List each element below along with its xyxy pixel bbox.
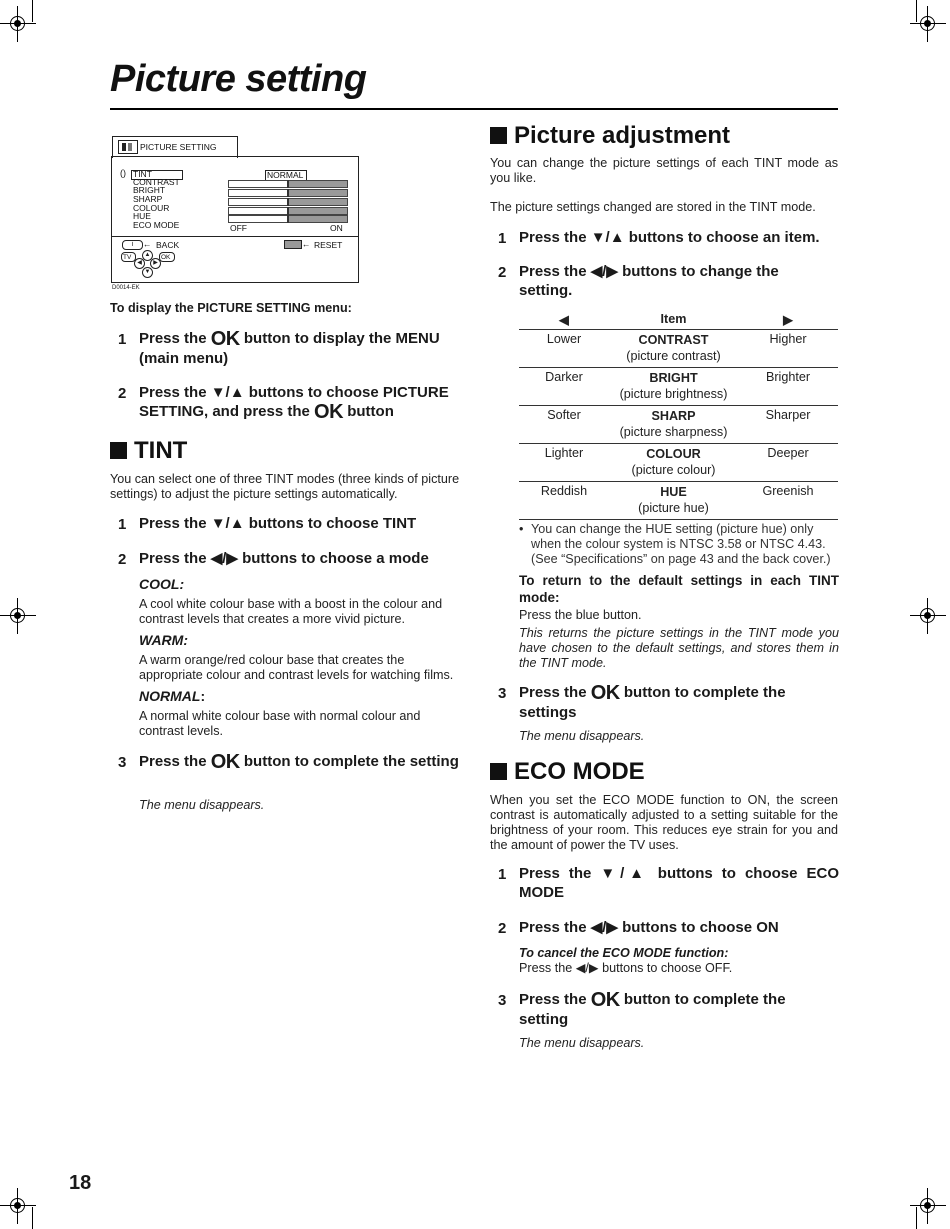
eco-step-2: Press the ◀/▶ buttons to choose ON: [519, 919, 779, 936]
adjust-step-1-number: 1: [498, 230, 507, 247]
table-row: Lower CONTRAST (picture contrast) Higher: [519, 330, 838, 368]
trim-line-top-left: [32, 0, 33, 22]
adjust-intro-2: The picture settings changed are stored in the TINT mode.: [490, 200, 816, 214]
trim-line-top-right: [916, 0, 917, 22]
adjust-intro-1: You can change the picture settings of each TINT mode as you like.: [490, 156, 838, 185]
display-step-2-number: 2: [118, 385, 127, 402]
display-step-1-number: 1: [118, 331, 127, 348]
colour-bar: [228, 207, 348, 215]
contrast-bar: [228, 180, 348, 188]
display-step-1: Press the OK button to display the MENU (main menu): [139, 328, 440, 367]
back-label: BACK: [156, 240, 180, 250]
tv-label: TV: [123, 254, 132, 261]
menu-tab-label: PICTURE SETTING: [140, 142, 217, 152]
table-row: Darker BRIGHT (picture brightness) Brighter: [519, 368, 838, 406]
dpad-icon: ▲ ▼ ◀ ▶: [134, 250, 160, 276]
sharp-bar: [228, 198, 348, 206]
square-bullet-icon: [490, 763, 507, 780]
picture-adjustment-heading: Picture adjustment: [490, 122, 730, 150]
tint-step-3: Press the OK button to complete the setting: [139, 751, 459, 773]
right-arrow-icon: ▶: [738, 309, 838, 330]
adjust-step-3: Press the OK button to complete the settings: [519, 682, 786, 721]
tint-step-3-note: The menu disappears.: [139, 798, 265, 812]
display-menu-heading: To display the PICTURE SETTING menu:: [110, 301, 352, 315]
divider: [112, 236, 358, 237]
table-row: Lighter COLOUR (picture colour) Deeper: [519, 444, 838, 482]
scale-on: ON: [330, 223, 343, 233]
eco-step-1: Press the ▼/▲ buttons to choose ECO MODE: [519, 865, 839, 901]
mode-cool-desc: A cool white colour base with a boost in the colour and contrast levels that creates a more vivid picture.: [139, 597, 443, 626]
item-header: Item: [609, 309, 738, 330]
menu-box: [111, 156, 359, 283]
default-settings-note: This returns the picture settings in the TINT mode you have chosen to the default settings, and stores them in the TINT mode.: [519, 626, 839, 670]
mode-normal-desc: A normal white colour base with normal colour and contrast levels.: [139, 709, 421, 738]
ok-glyph: OK: [210, 751, 240, 773]
adjustment-table: [519, 309, 838, 520]
adjust-step-1: Press the ▼/▲ buttons to choose an item.: [519, 229, 820, 246]
info-button-icon: i: [122, 240, 143, 250]
ok-glyph: OK: [210, 328, 240, 350]
figure-code: D0014-EK: [112, 285, 140, 291]
adjust-step-2: Press the ◀/▶ buttons to change the setting.: [519, 263, 779, 299]
bright-bar: [228, 189, 348, 197]
crop-mark-mid-right: [910, 598, 946, 634]
menu-item-eco-mode: ECO MODE: [133, 220, 180, 230]
menu-item-contrast: CONTRAST: [133, 177, 180, 187]
mode-warm-title: WARM:: [139, 632, 188, 648]
menu-item-tint: TINT: [133, 169, 152, 179]
table-row: Softer SHARP (picture sharpness) Sharper: [519, 406, 838, 444]
tint-step-2: Press the ◀/▶ buttons to choose a mode: [139, 550, 429, 567]
tint-step-1-number: 1: [118, 516, 127, 533]
reset-label: RESET: [314, 240, 343, 250]
mode-cool-title: COOL:: [139, 576, 185, 592]
mode-normal-title: NORMAL:: [139, 688, 206, 704]
trim-line-bottom-right: [916, 1207, 917, 1229]
menu-item-bright: BRIGHT: [133, 185, 166, 195]
table-header-row: [519, 309, 838, 330]
blue-button-icon: [284, 240, 302, 249]
eco-step-2-number: 2: [498, 920, 507, 937]
default-settings-heading: To return to the default settings in each TINT mode:: [519, 573, 839, 605]
eco-step-1-number: 1: [498, 866, 507, 883]
crop-mark-mid-left: [0, 598, 36, 634]
page-title: Picture setting: [110, 58, 367, 100]
trim-line-bottom-left: [32, 1207, 33, 1229]
title-rule: [110, 108, 838, 110]
eco-mode-heading: ECO MODE: [490, 758, 645, 786]
ok-glyph: OK: [314, 401, 344, 423]
tint-intro: You can select one of three TINT modes (three kinds of picture settings) to adjust the picture settings automatically.: [110, 472, 460, 501]
reset-arrow-icon: ←: [302, 239, 311, 249]
scale-off: OFF: [230, 223, 247, 233]
tint-step-2-number: 2: [118, 551, 127, 568]
menu-tab: [112, 136, 238, 158]
picture-setting-menu-figure: [111, 136, 359, 284]
crop-mark-bottom-left: [0, 1188, 36, 1224]
page-number: 18: [69, 1172, 92, 1194]
menu-item-hue: HUE: [133, 211, 151, 221]
tv-screen-icon: [118, 140, 138, 154]
adjust-step-3-note: The menu disappears.: [519, 729, 645, 743]
square-bullet-icon: [110, 442, 127, 459]
adjust-step-2-number: 2: [498, 264, 507, 281]
eco-step-3-note: The menu disappears.: [519, 1036, 645, 1050]
back-arrow-icon: ←: [143, 239, 152, 249]
eco-step-3: Press the OK button to complete the setting: [519, 989, 786, 1028]
ok-glyph: OK: [590, 989, 620, 1011]
hue-bullet-dot: •: [519, 522, 524, 536]
eco-cancel-heading: To cancel the ECO MODE function:: [519, 946, 729, 960]
eco-step-3-number: 3: [498, 992, 507, 1009]
mode-warm-desc: A warm orange/red colour base that creates the appropriate colour and contrast levels for watching films.: [139, 653, 454, 682]
tint-heading: TINT: [110, 437, 187, 465]
ok-glyph: OK: [590, 682, 620, 704]
cursor-icon: (): [120, 168, 126, 178]
menu-item-sharp: SHARP: [133, 194, 163, 204]
eco-intro: When you set the ECO MODE function to ON, the screen contrast is automatically adjusted to a setting suitable for the brightness of your room. This reduces eye strain for you and the amount of power the TV uses.: [490, 793, 838, 852]
tint-value: NORMAL: [267, 170, 304, 180]
crop-mark-top-left: [0, 6, 36, 42]
default-settings-text: Press the blue button.: [519, 608, 642, 622]
tint-step-3-number: 3: [118, 754, 127, 771]
hue-note: You can change the HUE setting (picture hue) only when the colour system is NTSC 3.58 or NTSC 4.43. (See “Specifications” on page 43 and the back cover.): [531, 522, 831, 566]
display-step-2: Press the ▼/▲ buttons to choose PICTURE SETTING, and press the OK button: [139, 384, 449, 423]
menu-item-colour: COLOUR: [133, 203, 170, 213]
eco-cancel-text: Press the ◀/▶ buttons to choose OFF.: [519, 961, 733, 975]
hue-bar: [228, 215, 348, 223]
left-arrow-icon: ◀: [519, 309, 609, 330]
adjust-step-3-number: 3: [498, 685, 507, 702]
tint-step-1: Press the ▼/▲ buttons to choose TINT: [139, 515, 417, 532]
square-bullet-icon: [490, 127, 507, 144]
table-row: Reddish HUE (picture hue) Greenish: [519, 482, 838, 520]
ok-label: OK: [161, 254, 171, 261]
